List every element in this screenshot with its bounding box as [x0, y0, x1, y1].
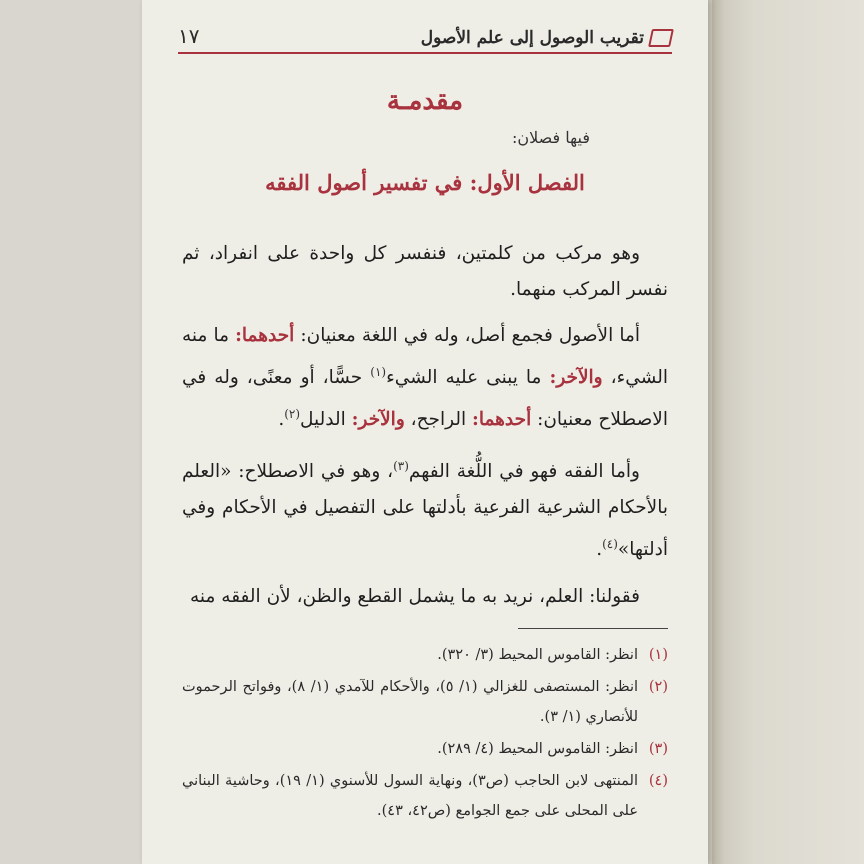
footnote — [182, 734, 668, 764]
footnote-mark: (٣) — [393, 459, 409, 474]
text-run: حسًّا، أو معنًى، وله في الاصطلاح معنيان: — [182, 367, 668, 431]
footnote — [182, 766, 668, 826]
footnote-number: (٢) — [648, 679, 668, 695]
chapter-title: الفصل الأول: في تفسير أصول الفقه — [265, 170, 585, 195]
footnote-mark: (٤) — [602, 537, 618, 552]
intro-subtitle: فيها فصلان: — [511, 128, 590, 147]
footnote-number: (٤) — [648, 773, 668, 789]
text-run: الدليل — [300, 409, 352, 431]
footnote-text: المنتهى لابن الحاجب (ص٣)، ونهاية السول للأسنوي (١/ ١٩)، وحاشية البناني على المحلى على جمع الجوامع (ص٤٢، ٤٣). — [182, 773, 638, 819]
label-second: والآخر: — [351, 409, 405, 431]
footnotes — [182, 640, 668, 828]
label-first: أحدهما: — [235, 325, 295, 346]
footnote-text: انظر: المستصفى للغزالي (١/ ٥)، والأحكام للآمدي (١/ ٨)، وفواتح الرحموت للأنصاري (١/ ٣). — [182, 679, 639, 725]
text-run: ما يبنى عليه الشيء — [386, 367, 550, 389]
page-number: ١٧ — [178, 24, 200, 48]
running-title-text: تقريب الوصول إلى علم الأصول — [420, 28, 644, 48]
paragraph-3 — [182, 448, 668, 568]
paragraph-4: فقولنا: العلم، نريد به ما يشمل القطع والظن، لأن الفقه منه — [189, 585, 640, 607]
book-icon — [648, 29, 674, 47]
footnote-mark: (١) — [370, 365, 387, 379]
book-page — [142, 0, 708, 864]
paragraph-1: وهو مركب من كلمتين، فنفسر كل واحدة على انفراد، ثم نفسر المركب منهما. — [182, 243, 668, 300]
label-first: أحدهما: — [472, 409, 532, 431]
text-run: . — [596, 539, 603, 561]
text-run: أما الأصول فجمع أصل، وله في اللغة معنيان: — [294, 325, 640, 346]
footnote-number: (٣) — [648, 741, 668, 757]
page-edge — [712, 0, 726, 864]
intro-title: مقدمـة — [386, 86, 464, 116]
text-run: ، وهو في الاصطلاح: «العلم بالأحكام الشرعية الفرعية بأدلتها على التفصيل في الأحكام وفي أدلتها» — [182, 461, 668, 561]
paragraph-2 — [182, 318, 668, 438]
page-header — [178, 14, 672, 54]
footnote-number: (١) — [648, 647, 668, 663]
footnote-text: انظر: القاموس المحيط (٣/ ٣٢٠). — [437, 647, 638, 663]
body-text — [182, 236, 668, 625]
footnote — [182, 672, 668, 732]
text-run: ما منه الشيء، — [182, 325, 668, 389]
footnote-mark: (٢) — [284, 407, 301, 422]
label-second: والآخر: — [549, 367, 603, 389]
text-run: الراجح، — [404, 409, 472, 431]
adjacent-page — [708, 0, 864, 864]
text-run: . — [278, 409, 285, 431]
footnote-text: انظر: القاموس المحيط (٤/ ٢٨٩). — [437, 741, 638, 757]
running-title — [421, 28, 672, 48]
text-run: وأما الفقه فهو في اللُّغة الفهم — [408, 461, 640, 483]
footnote-separator — [518, 628, 668, 629]
footnote — [182, 640, 668, 670]
